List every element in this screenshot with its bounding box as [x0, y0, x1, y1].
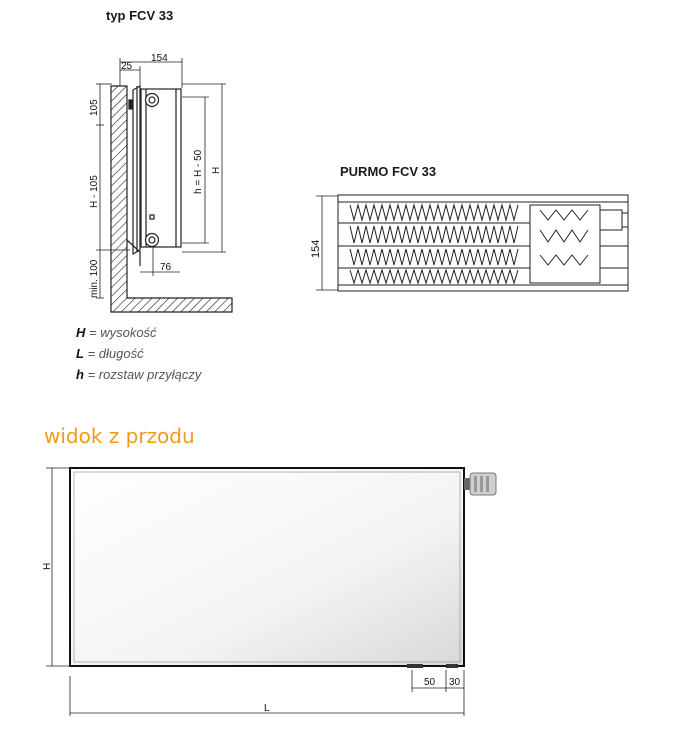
dim-25-label: 25	[121, 61, 133, 72]
thermostat-valve	[464, 473, 496, 495]
dim-h-105-label: H - 105	[89, 175, 100, 208]
dim-154-label: 154	[151, 53, 168, 64]
section-view-title: PURMO FCV 33	[340, 164, 437, 179]
legend-item-spacing: h = rozstaw przyłączy	[76, 367, 202, 382]
front-view-title: widok z przodu	[44, 424, 195, 448]
dim-h-label: h = H - 50	[193, 149, 204, 194]
legend-item-length: L = długość	[76, 346, 144, 361]
legend-item-height: H = wysokość	[76, 325, 157, 340]
front-view-radiator	[70, 468, 464, 668]
side-view-title: typ FCV 33	[106, 8, 174, 23]
front-dim-50-label: 50	[424, 677, 436, 688]
front-dim-L-label: L	[264, 703, 270, 714]
radiator-section	[338, 195, 628, 291]
front-dim-30-label: 30	[449, 677, 461, 688]
front-dim-H-label: H	[42, 562, 53, 570]
dim-76-label: 76	[160, 262, 172, 273]
dim-105-label: 105	[89, 99, 100, 116]
section-dim-154-label: 154	[310, 239, 322, 258]
dim-min100-label: min. 100	[89, 259, 100, 298]
dim-H-label: H	[211, 166, 222, 174]
radiator-side-profile	[127, 86, 181, 266]
